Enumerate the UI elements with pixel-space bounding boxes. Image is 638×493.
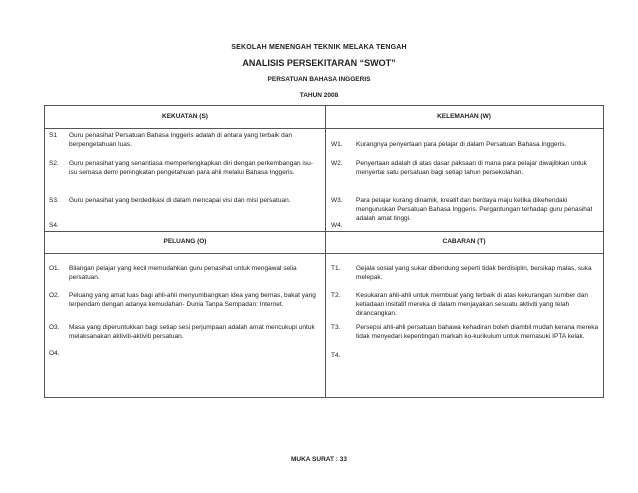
row-divider [45, 128, 603, 129]
item-text: Guru penasihat yang berdedikasi di dalam mencapai visi dan misi persatuan. [69, 197, 291, 204]
item-code: O2. [49, 292, 60, 299]
item-code: W3. [331, 197, 343, 204]
year-label: TAHUN 2008 [299, 92, 339, 99]
item-code: S4. [49, 222, 59, 229]
item-text: Kesukaran ahli-ahli untuk membuat yang terbaik di atas kekurangan sumber dan ketiadaan insitatif mereka di dalam menjayakan sesuatu aktiviti yang telah dirancangkan. [356, 292, 588, 317]
swot-table [44, 105, 604, 398]
item-text: Kurangnya penyertaan para pelajar di dalam Persatuan Bahasa Inggeris. [356, 141, 567, 148]
item-text: Persepsi ahli-ahli persatuan bahawa kehadiran boleh diambil mudah kerana mereka tidak menyedari kepentingan markah ko-kurikulum untuk memasuki IPTA kelak. [356, 324, 599, 340]
document-title: ANALISIS PERSEKITARAN “SWOT” [242, 58, 396, 68]
school-name: SEKOLAH MENENGAH TEKNIK MELAKA TENGAH [231, 44, 407, 51]
strengths-heading: KEKUATAN (S) [162, 113, 208, 120]
item-code: S3. [49, 197, 59, 204]
item-text: Para pelajar kurang dinamik, kreatif dan berdaya maju ketika dikehendaki menguruskan Persatuan Bahasa Inggeris. Pergantungan terhadap guru penasihat adalah amat tinggi. [356, 197, 593, 222]
item-code: S2. [49, 160, 59, 167]
opportunities-heading: PELUANG (O) [163, 238, 207, 245]
item-text: Bilangan pelajar yang kecil memudahkan guru penasihat untuk mengawal selia persatuan. [69, 265, 297, 281]
item-code: W2. [331, 160, 343, 167]
item-text: Gejala sosial yang sukar dibendung seperti tidak berdisiplin, bersikap malas, suka melepak. [356, 265, 592, 281]
row-divider [45, 253, 603, 254]
club-name: PERSATUAN BAHASA INGGERIS [267, 76, 371, 83]
item-text: Guru penasihat yang senantiasa memperlengkapkan diri dengan perkembangan isu-isu semasa demi peningkatan pengetahuan para ahli melalui Bahasa Inggeris. [69, 160, 313, 176]
item-code: T1. [331, 265, 341, 272]
threats-heading: CABARAN (T) [442, 238, 486, 245]
item-code: W1. [331, 141, 343, 148]
item-code: T4. [331, 352, 341, 359]
item-code: T3. [331, 324, 341, 331]
weaknesses-heading: KELEMAHAN (W) [437, 113, 491, 120]
item-code: O3. [49, 324, 60, 331]
item-code: O1. [49, 265, 60, 272]
item-text: Peluang yang amat luas bagi ahli-ahli menyumbangkan idea yang bernas, bakat yang terpendam dengan adanya kemudahan- Dunia Tanpa Sempadan: Internet. [69, 292, 316, 308]
item-code: S1 [49, 132, 57, 139]
item-code: W4. [331, 222, 343, 229]
item-code: T2. [331, 292, 341, 299]
item-text: Masa yang diperuntukkan bagi setiap sesi perjumpaan adalah amat mencukupi untuk melaksanakan aktiviti-aktiviti persatuan. [69, 324, 315, 340]
item-text: Penyertaan adalah di atas dasar paksaan di mana para pelajar diwajibkan untuk menyertai satu persatuan bagi setiap tahun persekolahan. [356, 160, 587, 176]
page-number: MUKA SURAT : 33 [291, 456, 347, 463]
item-text: Guru penasihat Persatuan Bahasa Inggeris adalah di antara yang terbaik dan berpengetahuan luas. [69, 132, 292, 148]
item-code: O4. [49, 350, 60, 357]
